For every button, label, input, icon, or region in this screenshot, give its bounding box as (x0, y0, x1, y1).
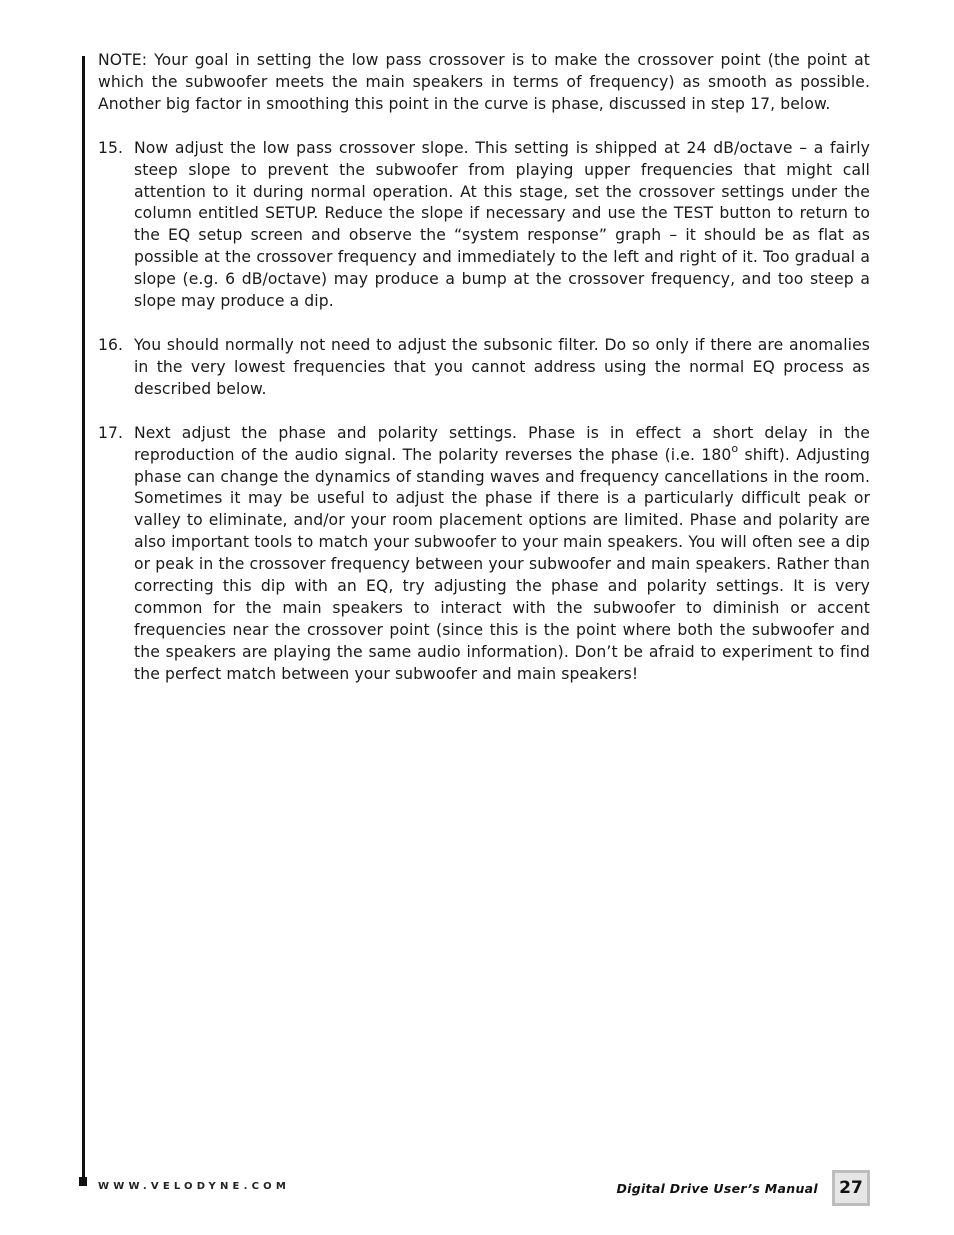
degree-superscript: o (731, 442, 739, 456)
page-number: 27 (835, 1173, 867, 1203)
list-item-16 (98, 335, 870, 401)
page-content (98, 50, 870, 708)
left-margin-rule-end (79, 1177, 87, 1186)
page-number-box (832, 1170, 870, 1206)
footer-website: WWW.VELODYNE.COM (98, 1181, 290, 1192)
list-item-number: 16. (98, 335, 124, 354)
list-item-number: 17. (98, 423, 124, 442)
footer-manual-title: Digital Drive User’s Manual (616, 1181, 818, 1196)
list-item-text: Now adjust the low pass crossover slope. This setting is shipped at 24 dB/octave – a fairly steep slope to prevent the subwoofer from playing upper frequencies that might call attention to it during normal operation. At this stage, set the crossover settings under the column entitled SETUP. Reduce the slope if necessary and use the TEST button to return to the EQ setup screen and observe the “system response” graph – it should be as flat as possible at the crossover frequency and immediately to the left and right of it. Too gradual a slope (e.g. 6 dB/octave) may produce a bump at the crossover frequency, and too steep a slope may produce a dip. (134, 138, 870, 311)
left-margin-rule (82, 56, 85, 1178)
list-item-15 (98, 138, 870, 313)
text-segment: Next adjust the phase and polarity settings. Phase is in effect a short delay in the reproduction of the audio signal. The polarity reverses the phase (i.e. 180 (134, 423, 870, 464)
list-item-number: 15. (98, 138, 124, 157)
text-segment: shift). Adjusting phase can change the dynamics of standing waves and frequency cancellations in the room. Sometimes it may be useful to adjust the phase if there is a particularly difficult peak or valley to eliminate, and/or your room placement options are limited. Phase and polarity are also important tools to match your subwoofer to your main speakers. You will often see a dip or peak in the crossover frequency between your subwoofer and main speakers. Rather than correcting this dip with an EQ, try adjusting the phase and polarity settings. It is very common for the main speakers to interact with the subwoofer to diminish or accent frequencies near the crossover point (since this is the point where both the subwoofer and the speakers are playing the same audio information). Don’t be afraid to experiment to find the perfect match between your subwoofer and main speakers! (134, 445, 870, 683)
list-item-text (134, 423, 870, 686)
crossover-note: NOTE: Your goal in setting the low pass crossover is to make the crossover point (the point at which the subwoofer meets the main speakers in terms of frequency) as smooth as possible. Another big factor in smoothing this point in the curve is phase, discussed in step 17, below. (98, 51, 870, 113)
list-item-17 (98, 423, 870, 686)
list-item-text: You should normally not need to adjust the subsonic filter. Do so only if there are anomalies in the very lowest frequencies that you cannot address using the normal EQ process as described below. (134, 335, 870, 398)
